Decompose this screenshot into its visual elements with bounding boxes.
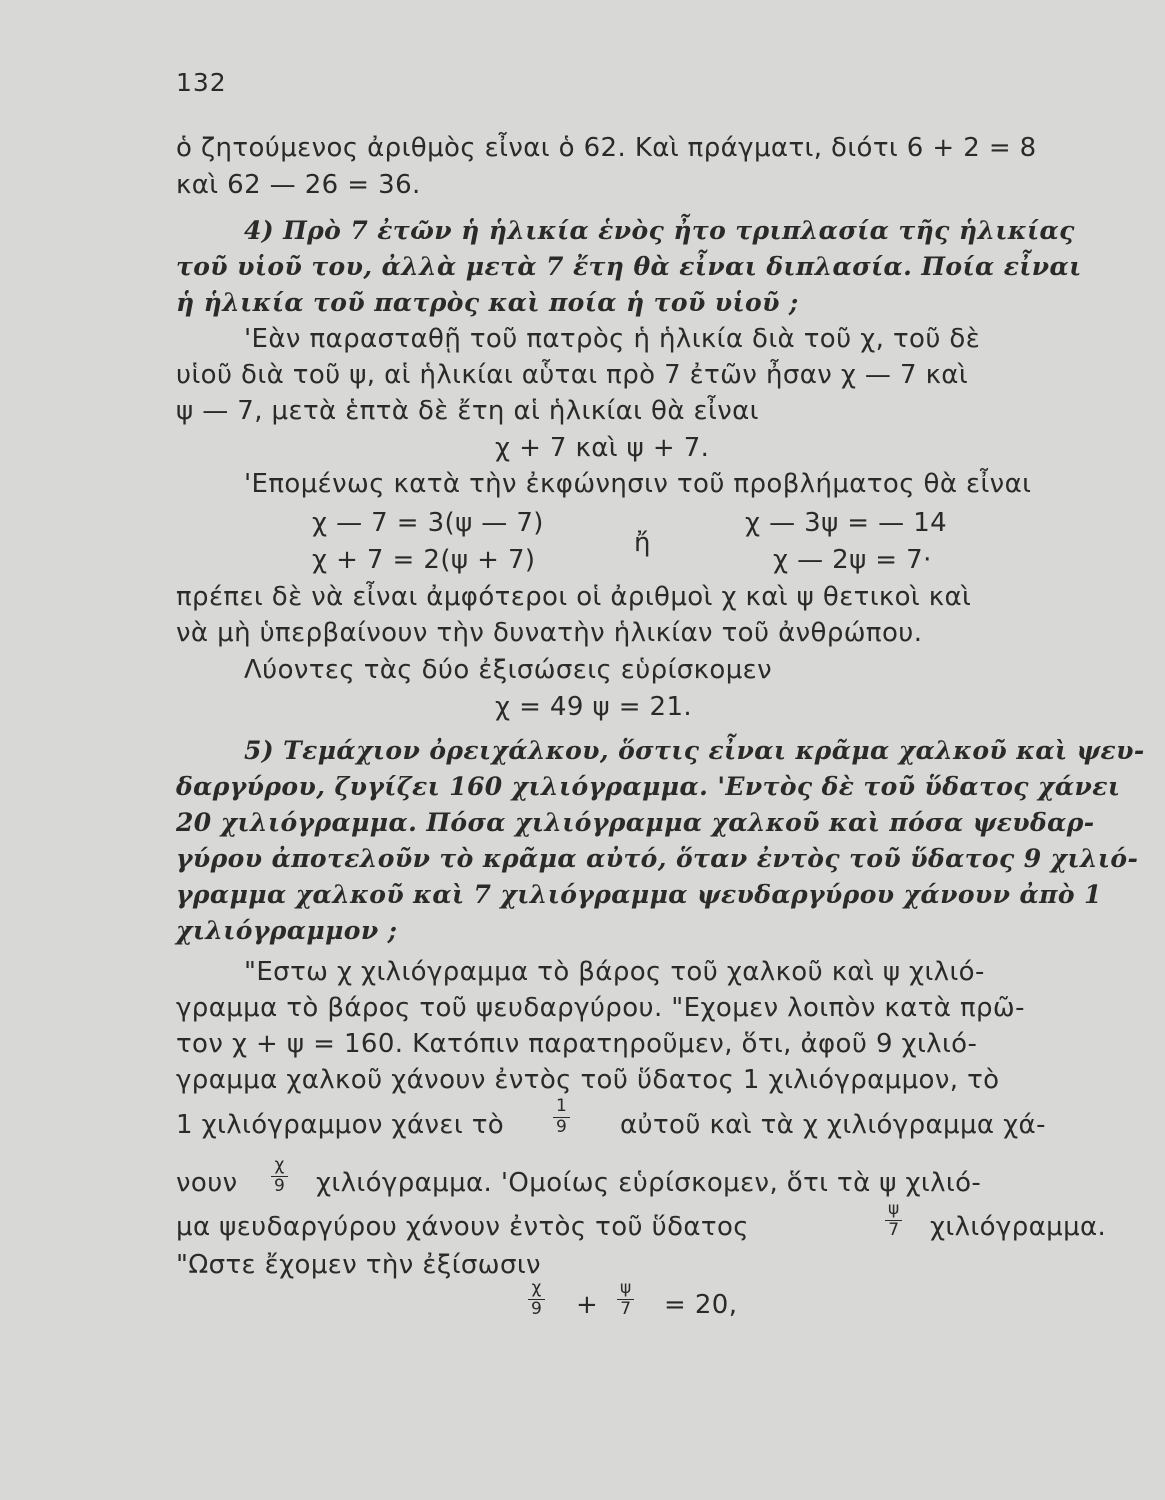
text-line: χιλιόγραμμα. 'Ομοίως εὑρίσκομεν, ὅτι τὰ ψ χιλιό-: [316, 1168, 982, 1198]
problem-5-line: γραμμα χαλκοῦ καὶ 7 χιλιόγραμμα ψευδαργύρου χάνουν ἀπὸ 1: [176, 880, 1102, 909]
problem-5-line: γύρου ἀποτελοῦν τὸ κρᾶμα αὐτό, ὅταν ἐντὸς τοῦ ὕδατος 9 χιλιό-: [176, 844, 1139, 873]
text-line: ψ — 7, μετὰ ἑπτὰ δὲ ἔτη αἱ ἡλικίαι θὰ εἶναι: [176, 396, 759, 426]
fraction-numerator: χ: [531, 1278, 542, 1298]
problem-5-line: χιλιόγραμμον ;: [176, 916, 398, 945]
equation-fraction-x-ninth: [528, 1280, 545, 1319]
text-line: αὐτοῦ καὶ τὰ χ χιλιόγραμμα χά-: [620, 1110, 1046, 1140]
equation-fraction-y-seventh: [617, 1280, 634, 1319]
problem-4-line: ἡ ἡλικία τοῦ πατρὸς καὶ ποία ἡ τοῦ υἱοῦ ;: [176, 288, 799, 317]
or-word: ἤ: [634, 528, 651, 558]
fraction-numerator: ψ: [620, 1278, 632, 1298]
text-line: νὰ μὴ ὑπερβαίνουν τὴν δυνατὴν ἡλικίαν τοῦ ἀνθρώπου.: [176, 618, 923, 648]
text-line: ὁ ζητούμενος ἀριθμὸς εἶναι ὁ 62. Καὶ πράγματι, διότι 6 + 2 = 8: [176, 133, 1037, 163]
fraction-y-seventh: [885, 1201, 902, 1240]
text-line: "Εστω χ χιλιόγραμμα τὸ βάρος τοῦ χαλκοῦ καὶ ψ χιλιό-: [244, 957, 985, 987]
equation-1b: χ — 3ψ = — 14: [745, 508, 948, 538]
text-line: 1 χιλιόγραμμον χάνει τὸ: [176, 1110, 505, 1140]
fraction-denominator: 9: [271, 1176, 288, 1196]
text-line: πρέπει δὲ νὰ εἶναι ἀμφότεροι οἱ ἀριθμοὶ χ καὶ ψ θετικοὶ καὶ: [176, 582, 972, 612]
text-line: 'Επομένως κατὰ τὴν ἐκφώνησιν τοῦ προβλήματος θὰ εἶναι: [244, 469, 1032, 499]
text-line: 'Εὰν παρασταθῇ τοῦ πατρὸς ἡ ἡλικία διὰ τοῦ χ, τοῦ δὲ: [244, 324, 981, 354]
solution-line: χ = 49 ψ = 21.: [495, 692, 693, 722]
fraction-numerator: 1: [556, 1096, 567, 1116]
text-line: υἱοῦ διὰ τοῦ ψ, αἱ ἡλικίαι αὗται πρὸ 7 ἐτῶν ἦσαν χ — 7 καὶ: [176, 360, 969, 390]
problem-4-line: τοῦ υἱοῦ του, ἀλλὰ μετὰ 7 ἔτη θὰ εἶναι διπλασία. Ποία εἶναι: [176, 252, 1082, 281]
text-line: τον χ + ψ = 160. Κατόπιν παρατηροῦμεν, ὅτι, ἀφοῦ 9 χιλιό-: [176, 1029, 978, 1059]
page-number: 132: [176, 68, 227, 97]
fraction-denominator: 7: [617, 1299, 634, 1319]
equation-2: χ + 7 = 2(ψ + 7): [312, 545, 536, 575]
text-line: μα ψευδαργύρου χάνουν ἐντὸς τοῦ ὕδατος: [176, 1212, 749, 1242]
fraction-numerator: χ: [274, 1155, 285, 1175]
problem-5-line: 5) Τεμάχιον ὀρειχάλκου, ὅστις εἶναι κρᾶμα χαλκοῦ καὶ ψευ-: [244, 736, 1145, 765]
text-line: νουν: [176, 1168, 238, 1198]
equation-1: χ — 7 = 3(ψ — 7): [312, 508, 544, 538]
plus-sign: +: [576, 1290, 599, 1320]
fraction-numerator: ψ: [888, 1199, 900, 1219]
fraction-one-ninth: [553, 1098, 570, 1137]
problem-4-line: 4) Πρὸ 7 ἐτῶν ἡ ἡλικία ἑνὸς ἦτο τριπλασία τῆς ἡλικίας: [244, 216, 1075, 245]
equation-2b: χ — 2ψ = 7·: [773, 545, 932, 575]
equation-result: = 20,: [664, 1290, 738, 1320]
fraction-denominator: 7: [885, 1220, 902, 1240]
text-line: καὶ 62 — 26 = 36.: [176, 170, 421, 200]
text-line: Λύοντες τὰς δύο ἐξισώσεις εὑρίσκομεν: [244, 655, 773, 685]
text-line: γραμμα τὸ βάρος τοῦ ψευδαργύρου. "Εχομεν λοιπὸν κατὰ πρῶ-: [176, 993, 1025, 1023]
text-line: χιλιόγραμμα.: [930, 1212, 1107, 1242]
text-line: "Ωστε ἔχομεν τὴν ἐξίσωσιν: [176, 1250, 541, 1280]
problem-5-line: δαργύρου, ζυγίζει 160 χιλιόγραμμα. 'Εντὸς δὲ τοῦ ὕδατος χάνει: [176, 772, 1121, 801]
fraction-denominator: 9: [528, 1299, 545, 1319]
problem-5-line: 20 χιλιόγραμμα. Πόσα χιλιόγραμμα χαλκοῦ καὶ πόσα ψευδαρ-: [176, 808, 1095, 837]
formula-line: χ + 7 καὶ ψ + 7.: [495, 433, 710, 463]
fraction-x-ninth: [271, 1157, 288, 1196]
fraction-denominator: 9: [553, 1117, 570, 1137]
text-line: γραμμα χαλκοῦ χάνουν ἐντὸς τοῦ ὕδατος 1 χιλιόγραμμον, τὸ: [176, 1065, 1000, 1095]
